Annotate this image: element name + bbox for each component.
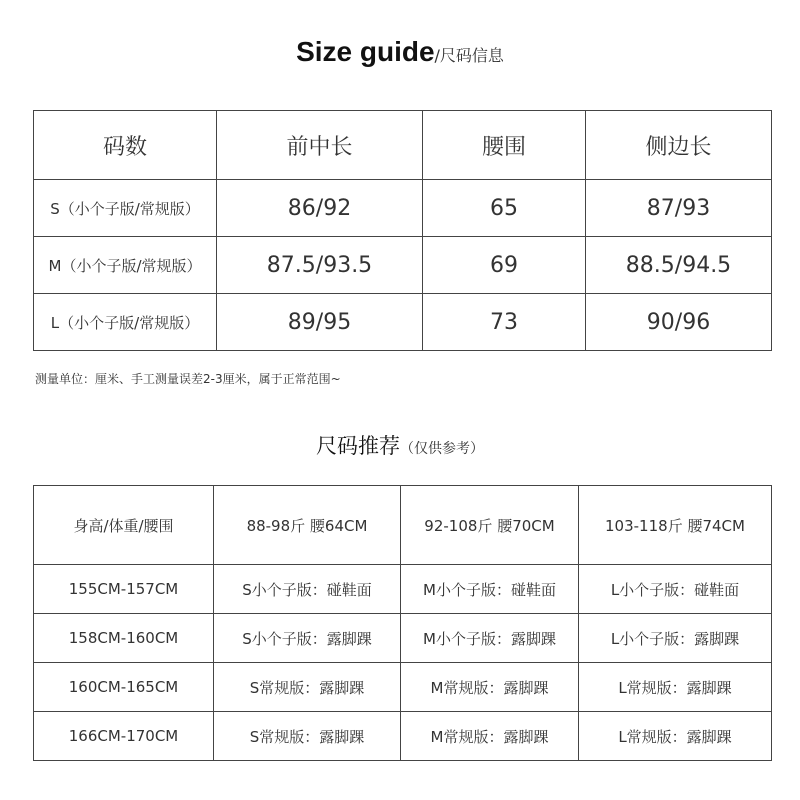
size-value-cell: 90/96 xyxy=(586,294,772,351)
size-table-header: 侧边长 xyxy=(586,111,772,180)
recommendation-header-row xyxy=(34,486,772,565)
recommendation-cell: S常规版：露脚踝 xyxy=(214,712,401,761)
size-value-cell: 65 xyxy=(423,180,586,237)
size-label-cell: L（小个子版/常规版） xyxy=(34,294,217,351)
height-range-cell: 166CM-170CM xyxy=(34,712,214,761)
size-table-row xyxy=(34,294,772,351)
size-table-header-row xyxy=(34,111,772,180)
recommendation-cell: S小个子版：露脚踝 xyxy=(214,614,401,663)
recommendation-header: 身高/体重/腰围 xyxy=(34,486,214,565)
size-guide-title-en: Size guide xyxy=(296,36,435,67)
recommendation-cell: L小个子版：露脚踝 xyxy=(579,614,772,663)
recommendation-row xyxy=(34,614,772,663)
recommendation-cell: M常规版：露脚踝 xyxy=(401,712,579,761)
size-table-row xyxy=(34,180,772,237)
recommendation-row xyxy=(34,565,772,614)
size-value-cell: 69 xyxy=(423,237,586,294)
recommendation-cell: L常规版：露脚踝 xyxy=(579,712,772,761)
size-value-cell: 89/95 xyxy=(217,294,423,351)
size-recommendation-title xyxy=(0,430,800,460)
size-table-row xyxy=(34,237,772,294)
size-recommendation-title-zh: 尺码推荐 xyxy=(316,434,400,458)
size-label-cell: M（小个子版/常规版） xyxy=(34,237,217,294)
height-range-cell: 160CM-165CM xyxy=(34,663,214,712)
size-table-header: 前中长 xyxy=(217,111,423,180)
recommendation-cell: M小个子版：露脚踝 xyxy=(401,614,579,663)
measurement-note: 测量单位：厘米、手工测量误差2-3厘米，属于正常范围~ xyxy=(35,372,341,386)
recommendation-header: 103-118斤 腰74CM xyxy=(579,486,772,565)
size-value-cell: 88.5/94.5 xyxy=(586,237,772,294)
recommendation-cell: S小个子版：碰鞋面 xyxy=(214,565,401,614)
size-recommendation-subtitle: （仅供参考） xyxy=(400,441,484,457)
size-value-cell: 87/93 xyxy=(586,180,772,237)
recommendation-cell: L小个子版：碰鞋面 xyxy=(579,565,772,614)
recommendation-cell: M小个子版：碰鞋面 xyxy=(401,565,579,614)
size-table xyxy=(33,110,772,351)
height-range-cell: 158CM-160CM xyxy=(34,614,214,663)
size-guide-title-zh: /尺码信息 xyxy=(434,46,504,65)
recommendation-header: 88-98斤 腰64CM xyxy=(214,486,401,565)
size-value-cell: 87.5/93.5 xyxy=(217,237,423,294)
recommendation-row xyxy=(34,663,772,712)
size-value-cell: 73 xyxy=(423,294,586,351)
size-guide-title xyxy=(0,36,800,68)
size-table-header: 码数 xyxy=(34,111,217,180)
recommendation-cell: M常规版：露脚踝 xyxy=(401,663,579,712)
height-range-cell: 155CM-157CM xyxy=(34,565,214,614)
recommendation-header: 92-108斤 腰70CM xyxy=(401,486,579,565)
size-table-header: 腰围 xyxy=(423,111,586,180)
recommendation-cell: S常规版：露脚踝 xyxy=(214,663,401,712)
recommendation-row xyxy=(34,712,772,761)
recommendation-table xyxy=(33,485,772,761)
size-value-cell: 86/92 xyxy=(217,180,423,237)
size-label-cell: S（小个子版/常规版） xyxy=(34,180,217,237)
recommendation-cell: L常规版：露脚踝 xyxy=(579,663,772,712)
